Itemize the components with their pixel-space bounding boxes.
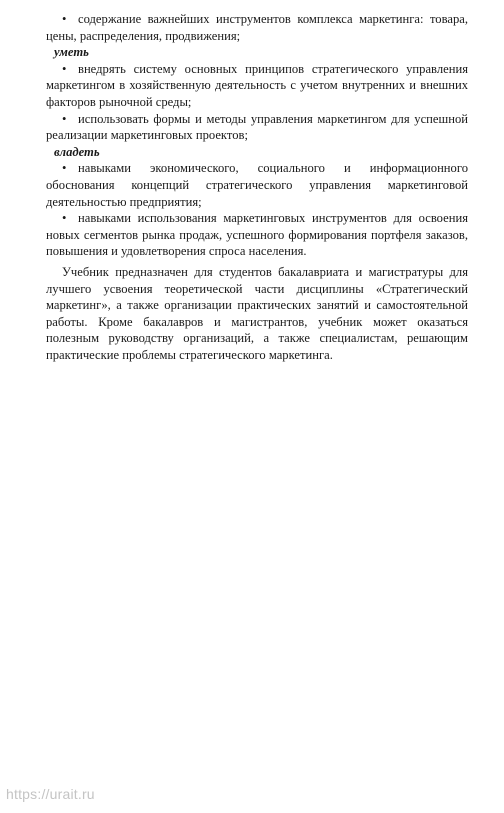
bullet-text: содержание важнейших инструментов комплекса маркетинга: товара, цены, распределения, продвижения; (46, 12, 468, 43)
bullet-icon: • (62, 211, 67, 226)
body-paragraph: Учебник предназначен для студентов бакалавриата и магистратуры для лучшего усвоения теоретической части дисциплины «Стратегический маркетинг», а также организации практических занятий и самостоятельной работы. Кроме бакалавров и магистрантов, учебник может оказаться полезным руководству организаций, а также специалистам, решающим практические проблемы стратегического маркетинга. (46, 264, 468, 362)
bullet-text: навыками использования маркетинговых инструментов для освоения новых сегментов рынка продаж, успешного формирования портфеля заказов, повышения и удовлетворения спроса населения. (46, 211, 468, 259)
bullet-icon: • (62, 111, 67, 126)
page-text (46, 11, 468, 363)
section-heading-vladet: владеть (54, 144, 100, 159)
bullet-icon: • (62, 161, 67, 176)
bullet-item (46, 111, 468, 144)
bullet-text: внедрять систему основных принципов стратегического управления маркетингом в хозяйственную деятельность с учетом внутренних и внешних факторов рыночной среды; (46, 61, 468, 109)
bullet-item (46, 11, 468, 44)
bullet-text: использовать формы и методы управления маркетингом для успешной реализации маркетинговых проектов; (46, 111, 468, 143)
bullet-item (46, 160, 468, 210)
bullet-item (46, 210, 468, 260)
bullet-icon: • (62, 61, 67, 76)
watermark-url: https://urait.ru (6, 786, 95, 802)
bullet-text: навыками экономического, социального и информационного обоснования концепций стратегического управления маркетинговой деятельностью предприятия; (46, 161, 468, 209)
bullet-item (46, 61, 468, 111)
section-heading-umet: уметь (54, 45, 89, 60)
bullet-icon: • (62, 12, 67, 26)
